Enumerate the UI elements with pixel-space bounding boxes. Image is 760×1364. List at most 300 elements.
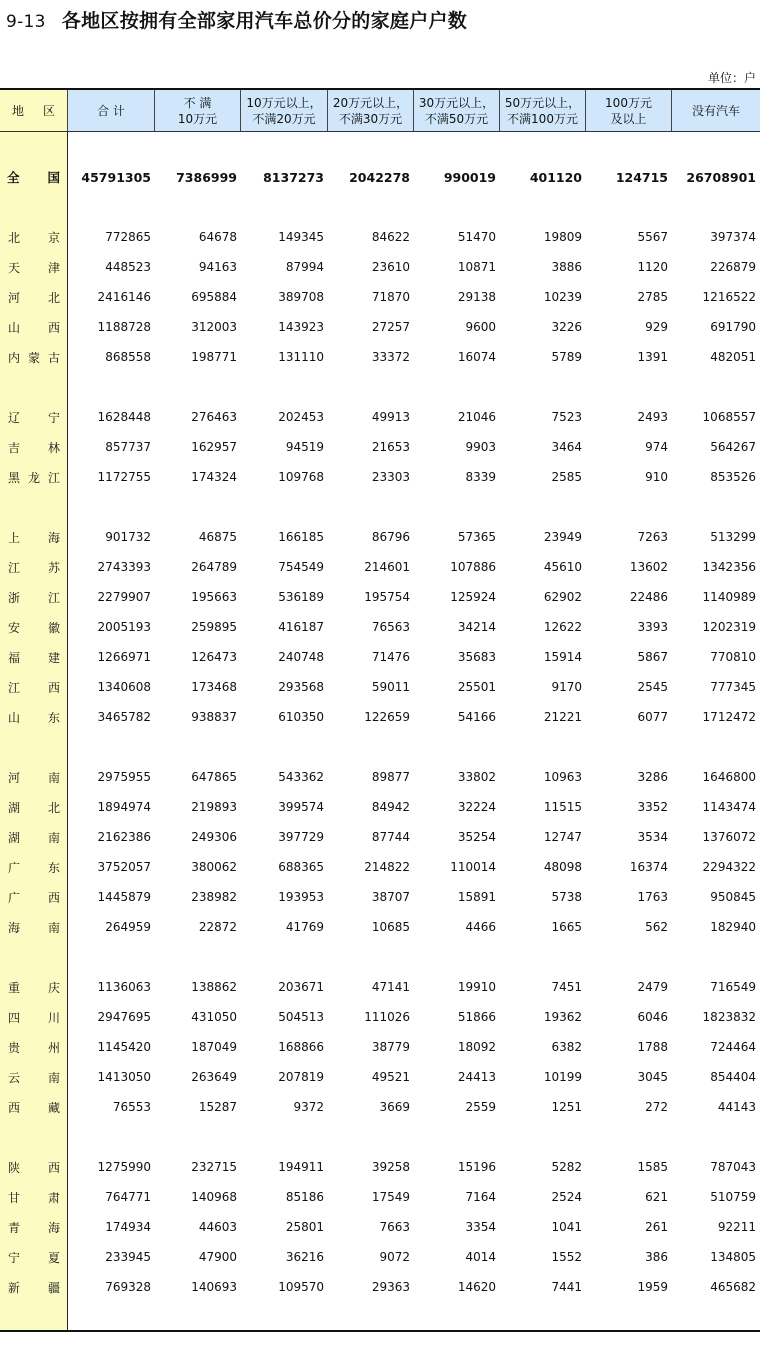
value-cell: 3354 [465, 1220, 496, 1234]
value-cell: 11515 [543, 800, 582, 814]
value-cell: 389708 [278, 290, 324, 304]
region-name: 四 川 [8, 1010, 60, 1025]
table-row [0, 886, 760, 908]
value-cell: 510759 [710, 1190, 756, 1204]
value-cell: 1136063 [97, 980, 151, 994]
value-cell: 543362 [278, 770, 324, 784]
value-cell: 974 [645, 440, 668, 454]
value-cell: 21653 [371, 440, 410, 454]
value-cell: 240748 [278, 650, 324, 664]
value-cell: 3464 [551, 440, 582, 454]
value-cell: 1788 [637, 1040, 668, 1054]
value-cell: 44603 [198, 1220, 237, 1234]
value-cell: 38779 [371, 1040, 410, 1054]
table-row [0, 346, 760, 368]
value-cell: 125924 [450, 590, 496, 604]
value-cell: 29363 [371, 1280, 410, 1294]
table-row [0, 916, 760, 938]
value-cell: 109768 [278, 470, 324, 484]
value-cell: 195754 [364, 590, 410, 604]
value-cell: 39258 [371, 1160, 410, 1174]
value-cell: 7164 [465, 1190, 496, 1204]
value-cell: 564267 [710, 440, 756, 454]
value-cell: 264789 [191, 560, 237, 574]
value-cell: 15287 [198, 1100, 237, 1114]
value-cell: 109570 [278, 1280, 324, 1294]
value-cell: 769328 [105, 1280, 151, 1294]
value-cell: 38707 [371, 890, 410, 904]
table-row [0, 766, 760, 788]
value-cell: 76553 [112, 1100, 151, 1114]
region-name: 海 南 [8, 920, 60, 935]
table-row [0, 1066, 760, 1088]
value-cell: 3752057 [97, 860, 151, 874]
value-cell: 92211 [717, 1220, 756, 1234]
value-cell: 1665 [551, 920, 582, 934]
value-cell: 261 [645, 1220, 668, 1234]
header-col-6: 50万元以上， 不满100万元 [500, 90, 586, 131]
value-cell: 1445879 [97, 890, 151, 904]
value-cell: 232715 [191, 1160, 237, 1174]
value-cell: 7441 [551, 1280, 582, 1294]
value-cell: 76563 [371, 620, 410, 634]
value-cell: 33802 [457, 770, 496, 784]
value-cell: 110014 [450, 860, 496, 874]
value-cell: 10871 [457, 260, 496, 274]
value-cell: 272 [645, 1100, 668, 1114]
value-cell: 62902 [543, 590, 582, 604]
value-cell: 3045 [637, 1070, 668, 1084]
value-cell: 2524 [551, 1190, 582, 1204]
value-cell: 1188728 [97, 320, 151, 334]
value-cell: 259895 [191, 620, 237, 634]
value-cell: 513299 [710, 530, 756, 544]
value-cell: 1391 [637, 350, 668, 364]
value-cell: 249306 [191, 830, 237, 844]
value-cell: 1172755 [97, 470, 151, 484]
table-row [0, 826, 760, 848]
value-cell: 219893 [191, 800, 237, 814]
table-row [0, 1006, 760, 1028]
value-cell: 621 [645, 1190, 668, 1204]
value-cell: 5567 [637, 230, 668, 244]
value-cell: 9072 [379, 1250, 410, 1264]
value-cell: 233945 [105, 1250, 151, 1264]
value-cell: 2479 [637, 980, 668, 994]
value-cell: 853526 [710, 470, 756, 484]
header-col-8: 没有汽车 [672, 90, 760, 131]
value-cell: 87994 [285, 260, 324, 274]
value-cell: 5789 [551, 350, 582, 364]
table-row [0, 1156, 760, 1178]
value-cell: 89877 [371, 770, 410, 784]
table-row [0, 856, 760, 878]
table-row [0, 646, 760, 668]
value-cell: 49521 [371, 1070, 410, 1084]
header-col-3: 10万元以上， 不满20万元 [241, 90, 328, 131]
value-cell: 48098 [543, 860, 582, 874]
value-cell: 16074 [457, 350, 496, 364]
value-cell: 29138 [457, 290, 496, 304]
value-cell: 465682 [710, 1280, 756, 1294]
value-cell: 25801 [285, 1220, 324, 1234]
value-cell: 263649 [191, 1070, 237, 1084]
table-header [0, 90, 760, 131]
value-cell: 111026 [364, 1010, 410, 1024]
value-cell: 35254 [457, 830, 496, 844]
value-cell: 695884 [191, 290, 237, 304]
value-cell: 19362 [543, 1010, 582, 1024]
value-cell: 1041 [551, 1220, 582, 1234]
value-cell: 276463 [191, 410, 237, 424]
value-cell: 1894974 [97, 800, 151, 814]
value-cell: 386 [645, 1250, 668, 1264]
value-cell: 9170 [551, 680, 582, 694]
value-cell: 754549 [278, 560, 324, 574]
region-name: 广 东 [8, 860, 60, 875]
value-cell: 562 [645, 920, 668, 934]
value-cell: 990019 [443, 169, 496, 185]
value-cell: 787043 [710, 1160, 756, 1174]
value-cell: 168866 [278, 1040, 324, 1054]
value-cell: 431050 [191, 1010, 237, 1024]
value-cell: 1628448 [97, 410, 151, 424]
value-cell: 7523 [551, 410, 582, 424]
header-col-5: 30万元以上， 不满50万元 [414, 90, 500, 131]
value-cell: 140693 [191, 1280, 237, 1294]
value-cell: 143923 [278, 320, 324, 334]
value-cell: 854404 [710, 1070, 756, 1084]
value-cell: 9600 [465, 320, 496, 334]
value-cell: 5867 [637, 650, 668, 664]
table-row [0, 256, 760, 278]
value-cell: 1120 [637, 260, 668, 274]
value-cell: 34214 [457, 620, 496, 634]
value-cell: 901732 [105, 530, 151, 544]
value-cell: 94519 [285, 440, 324, 454]
region-name: 全 国 [7, 170, 60, 185]
value-cell: 126473 [191, 650, 237, 664]
region-name: 陕 西 [8, 1160, 60, 1175]
value-cell: 5738 [551, 890, 582, 904]
value-cell: 85186 [285, 1190, 324, 1204]
value-cell: 380062 [191, 860, 237, 874]
value-cell: 26708901 [686, 169, 756, 185]
table-row [0, 1246, 760, 1268]
value-cell: 482051 [710, 350, 756, 364]
value-cell: 51866 [457, 1010, 496, 1024]
table-row [0, 1186, 760, 1208]
value-cell: 397729 [278, 830, 324, 844]
value-cell: 174934 [105, 1220, 151, 1234]
value-cell: 33372 [371, 350, 410, 364]
value-cell: 25501 [457, 680, 496, 694]
value-cell: 182940 [710, 920, 756, 934]
value-cell: 1376072 [702, 830, 756, 844]
region-name: 黑 龙 江 [8, 470, 60, 485]
value-cell: 868558 [105, 350, 151, 364]
value-cell: 13602 [629, 560, 668, 574]
value-cell: 7451 [551, 980, 582, 994]
header-region: 地 区 [0, 90, 68, 131]
value-cell: 47900 [198, 1250, 237, 1264]
value-cell: 46875 [198, 530, 237, 544]
value-cell: 15914 [543, 650, 582, 664]
region-name: 内 蒙 古 [8, 350, 60, 365]
value-cell: 18092 [457, 1040, 496, 1054]
table-row [0, 1096, 760, 1118]
value-cell: 214822 [364, 860, 410, 874]
value-cell: 950845 [710, 890, 756, 904]
value-cell: 203671 [278, 980, 324, 994]
page-title [6, 6, 467, 33]
value-cell: 122659 [364, 710, 410, 724]
value-cell: 2279907 [97, 590, 151, 604]
value-cell: 2975955 [97, 770, 151, 784]
table-row [0, 436, 760, 458]
value-cell: 87744 [371, 830, 410, 844]
value-cell: 107886 [450, 560, 496, 574]
value-cell: 938837 [191, 710, 237, 724]
value-cell: 12747 [543, 830, 582, 844]
value-cell: 32224 [457, 800, 496, 814]
region-name: 吉 林 [8, 440, 60, 455]
value-cell: 7663 [379, 1220, 410, 1234]
value-cell: 193953 [278, 890, 324, 904]
value-cell: 6382 [551, 1040, 582, 1054]
value-cell: 1959 [637, 1280, 668, 1294]
value-cell: 162957 [191, 440, 237, 454]
value-cell: 22486 [629, 590, 668, 604]
table-row [0, 796, 760, 818]
table-row [0, 286, 760, 308]
value-cell: 8339 [465, 470, 496, 484]
value-cell: 1712472 [702, 710, 756, 724]
value-cell: 59011 [371, 680, 410, 694]
value-cell: 2294322 [702, 860, 756, 874]
value-cell: 770810 [710, 650, 756, 664]
value-cell: 504513 [278, 1010, 324, 1024]
value-cell: 24413 [457, 1070, 496, 1084]
region-name: 安 徽 [8, 620, 60, 635]
value-cell: 4014 [465, 1250, 496, 1264]
table-row [0, 1276, 760, 1298]
region-name: 山 东 [8, 710, 60, 725]
value-cell: 166185 [278, 530, 324, 544]
value-cell: 5282 [551, 1160, 582, 1174]
value-cell: 1823832 [702, 1010, 756, 1024]
value-cell: 3352 [637, 800, 668, 814]
value-cell: 10199 [543, 1070, 582, 1084]
value-cell: 2493 [637, 410, 668, 424]
value-cell: 198771 [191, 350, 237, 364]
value-cell: 772865 [105, 230, 151, 244]
value-cell: 1145420 [97, 1040, 151, 1054]
value-cell: 2947695 [97, 1010, 151, 1024]
header-col-1: 合 计 [68, 90, 155, 131]
table-row [0, 616, 760, 638]
header-rule [0, 131, 760, 132]
value-cell: 1143474 [702, 800, 756, 814]
value-cell: 27257 [371, 320, 410, 334]
value-cell: 22872 [198, 920, 237, 934]
value-cell: 2042278 [349, 169, 410, 185]
table-row [0, 586, 760, 608]
value-cell: 15891 [457, 890, 496, 904]
value-cell: 138862 [191, 980, 237, 994]
value-cell: 647865 [191, 770, 237, 784]
value-cell: 4466 [465, 920, 496, 934]
value-cell: 2559 [465, 1100, 496, 1114]
value-cell: 214601 [364, 560, 410, 574]
value-cell: 6046 [637, 1010, 668, 1024]
value-cell: 45610 [543, 560, 582, 574]
table-row [0, 1036, 760, 1058]
value-cell: 94163 [198, 260, 237, 274]
value-cell: 2005193 [97, 620, 151, 634]
value-cell: 1413050 [97, 1070, 151, 1084]
region-name: 贵 州 [8, 1040, 60, 1055]
header-col-7: 100万元 及以上 [586, 90, 672, 131]
region-name: 青 海 [8, 1220, 60, 1235]
value-cell: 293568 [278, 680, 324, 694]
value-cell: 173468 [191, 680, 237, 694]
value-cell: 716549 [710, 980, 756, 994]
value-cell: 51470 [457, 230, 496, 244]
value-cell: 1266971 [97, 650, 151, 664]
table-number: 9-13 [6, 12, 46, 32]
region-name: 天 津 [8, 260, 60, 275]
region-name: 甘 肃 [8, 1190, 60, 1205]
value-cell: 3286 [637, 770, 668, 784]
value-cell: 45791305 [81, 169, 151, 185]
value-cell: 84622 [371, 230, 410, 244]
region-name: 江 西 [8, 680, 60, 695]
bottom-rule [0, 1330, 760, 1332]
value-cell: 6077 [637, 710, 668, 724]
value-cell: 448523 [105, 260, 151, 274]
value-cell: 207819 [278, 1070, 324, 1084]
value-cell: 1275990 [97, 1160, 151, 1174]
region-name: 广 西 [8, 890, 60, 905]
value-cell: 416187 [278, 620, 324, 634]
value-cell: 929 [645, 320, 668, 334]
value-cell: 71476 [371, 650, 410, 664]
value-cell: 54166 [457, 710, 496, 724]
value-cell: 35683 [457, 650, 496, 664]
value-cell: 724464 [710, 1040, 756, 1054]
region-name: 新 疆 [8, 1280, 60, 1295]
value-cell: 1646800 [702, 770, 756, 784]
value-cell: 857737 [105, 440, 151, 454]
value-cell: 910 [645, 470, 668, 484]
value-cell: 691790 [710, 320, 756, 334]
value-cell: 238982 [191, 890, 237, 904]
value-cell: 536189 [278, 590, 324, 604]
table-row [0, 706, 760, 728]
value-cell: 140968 [191, 1190, 237, 1204]
value-cell: 7263 [637, 530, 668, 544]
value-cell: 149345 [278, 230, 324, 244]
value-cell: 1342356 [702, 560, 756, 574]
value-cell: 226879 [710, 260, 756, 274]
value-cell: 1140989 [702, 590, 756, 604]
region-name: 福 建 [8, 650, 60, 665]
value-cell: 10963 [543, 770, 582, 784]
value-cell: 2416146 [97, 290, 151, 304]
value-cell: 7386999 [176, 169, 237, 185]
table-row [0, 466, 760, 488]
header-col-2: 不 满 10万元 [155, 90, 241, 131]
value-cell: 12622 [543, 620, 582, 634]
value-cell: 1552 [551, 1250, 582, 1264]
value-cell: 10239 [543, 290, 582, 304]
value-cell: 2585 [551, 470, 582, 484]
value-cell: 17549 [371, 1190, 410, 1204]
value-cell: 71870 [371, 290, 410, 304]
value-cell: 777345 [710, 680, 756, 694]
value-cell: 15196 [457, 1160, 496, 1174]
unit-label: 单位：户 [707, 71, 756, 85]
value-cell: 49913 [371, 410, 410, 424]
value-cell: 195663 [191, 590, 237, 604]
value-cell: 610350 [278, 710, 324, 724]
value-cell: 3534 [637, 830, 668, 844]
value-cell: 401120 [529, 169, 582, 185]
region-name: 山 西 [8, 320, 60, 335]
value-cell: 2743393 [97, 560, 151, 574]
value-cell: 23303 [371, 470, 410, 484]
value-cell: 36216 [285, 1250, 324, 1264]
value-cell: 3226 [551, 320, 582, 334]
value-cell: 3669 [379, 1100, 410, 1114]
value-cell: 23610 [371, 260, 410, 274]
value-cell: 19809 [543, 230, 582, 244]
table-title: 各地区按拥有全部家用汽车总价分的家庭户户数 [61, 10, 468, 32]
value-cell: 194911 [278, 1160, 324, 1174]
value-cell: 21221 [543, 710, 582, 724]
value-cell: 21046 [457, 410, 496, 424]
value-cell: 124715 [615, 169, 668, 185]
value-cell: 57365 [457, 530, 496, 544]
value-cell: 187049 [191, 1040, 237, 1054]
value-cell: 2545 [637, 680, 668, 694]
region-name: 北 京 [8, 230, 60, 245]
value-cell: 19910 [457, 980, 496, 994]
value-cell: 9372 [293, 1100, 324, 1114]
value-cell: 3393 [637, 620, 668, 634]
value-cell: 399574 [278, 800, 324, 814]
region-name: 河 北 [8, 290, 60, 305]
value-cell: 8137273 [263, 169, 324, 185]
table-row [0, 676, 760, 698]
value-cell: 1068557 [702, 410, 756, 424]
value-cell: 41769 [285, 920, 324, 934]
value-cell: 3886 [551, 260, 582, 274]
region-name: 江 苏 [8, 560, 60, 575]
value-cell: 84942 [371, 800, 410, 814]
value-cell: 14620 [457, 1280, 496, 1294]
region-name: 宁 夏 [8, 1250, 60, 1265]
value-cell: 134805 [710, 1250, 756, 1264]
value-cell: 3465782 [97, 710, 151, 724]
value-cell: 688365 [278, 860, 324, 874]
value-cell: 1251 [551, 1100, 582, 1114]
table-row [0, 526, 760, 548]
value-cell: 2785 [637, 290, 668, 304]
value-cell: 9903 [465, 440, 496, 454]
value-cell: 264959 [105, 920, 151, 934]
